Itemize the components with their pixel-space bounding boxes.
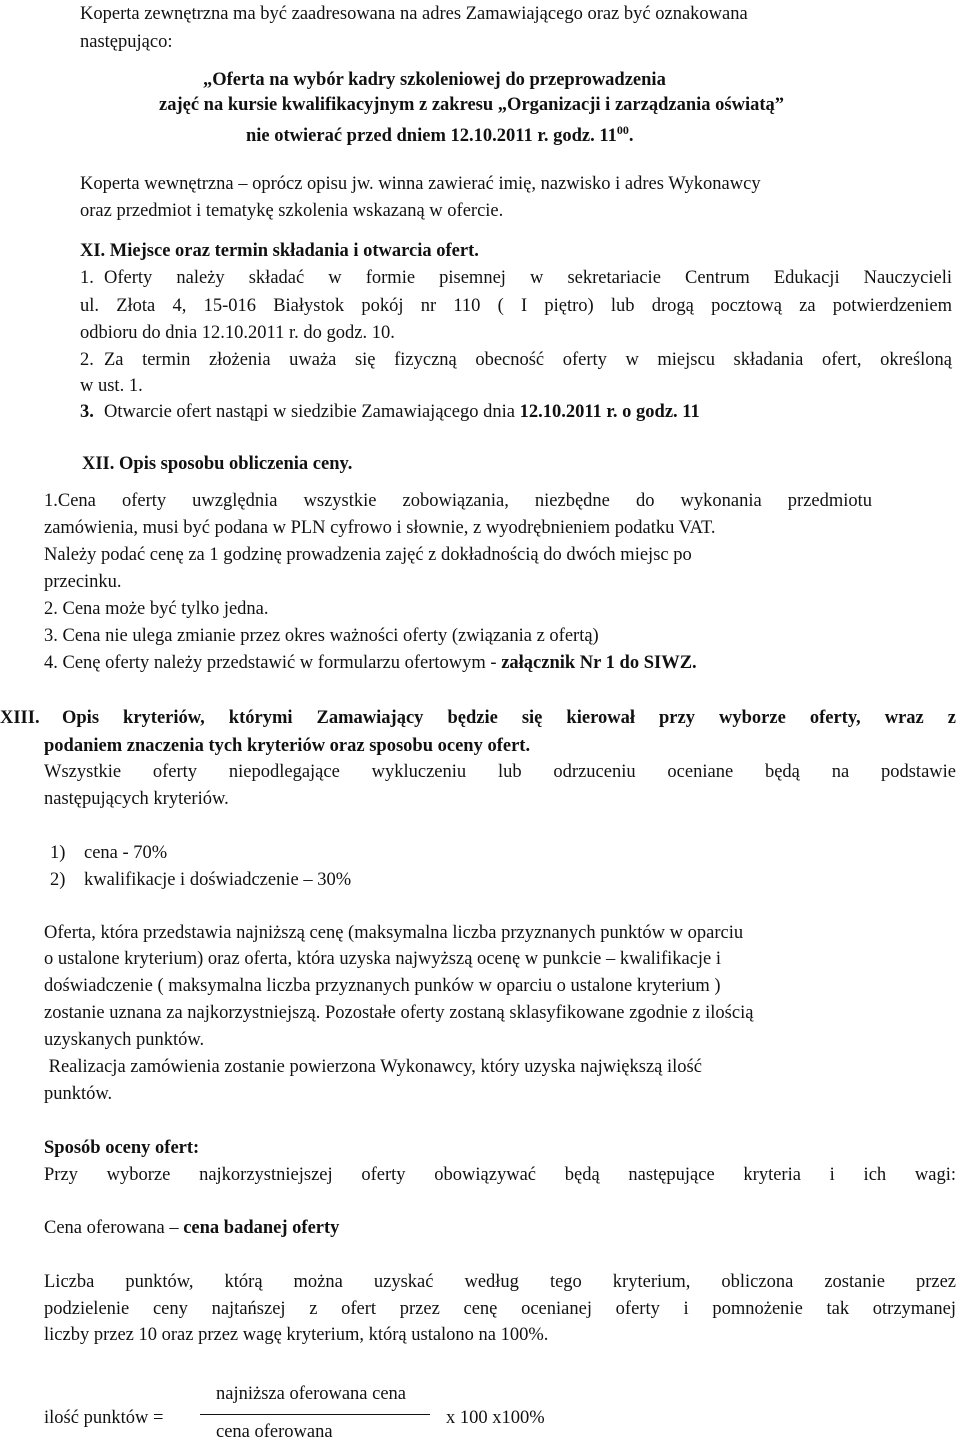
section-xi-p1-num: 1. (80, 268, 94, 288)
section-xi-p3-text: Otwarcie ofert nastąpi w siedzibie Zamawiającego dnia (104, 402, 520, 422)
formula-denominator: cena oferowana (216, 1422, 333, 1442)
envelope-inner-line-1: Koperta wewnętrzna – oprócz opisu jw. winna zawierać imię, nazwisko i adres Wykonawcy (80, 174, 761, 194)
section-xi-heading: XI. Miejsce oraz termin składania i otwarcia ofert. (80, 241, 479, 261)
section-xiii-heading-num: XIII. (0, 708, 40, 728)
section-xii-p4-text: 4. Cenę oferty należy przedstawić w formularzu ofertowym - (44, 653, 502, 673)
section-xii-p1-line-1: 1.Cena oferty uwzględnia wszystkie zobowiązania, niezbędne do wykonania przedmiotu (44, 491, 872, 511)
envelope-label-line-2: zajęć na kursie kwalifikacyjnym z zakresu „Organizacji i zarządzania oświatą” (159, 95, 784, 115)
section-xi-p3-num: 3. (80, 402, 94, 422)
price-definition (44, 1217, 339, 1239)
section-xiii-realizacja-line-2: punktów. (44, 1084, 113, 1104)
envelope-label-line-1: „Oferta na wybór kadry szkoleniowej do przeprowadzenia (203, 70, 666, 90)
formula-multiplier: x 100 x100% (446, 1408, 545, 1428)
section-xii-p1-line-2: zamówienia, musi być podana w PLN cyfrowo i słownie, z wyodrębnieniem podatku VAT. (44, 518, 716, 538)
price-definition-label: Cena oferowana – (44, 1218, 184, 1238)
envelope-intro-line-1: Koperta zewnętrzna ma być zaadresowana na adres Zamawiającego oraz być oznakowana (80, 4, 748, 24)
envelope-inner-line-2: oraz przedmiot i tematykę szkolenia wskazaną w ofercie. (80, 201, 504, 221)
section-xi-p3-line (104, 401, 700, 423)
section-xi-p1-line-1: Oferty należy składać w formie pisemnej w sekretariacie Centrum Edukacji Nauczycieli (104, 268, 952, 288)
section-xi-p3-bold: 12.10.2011 r. o godz. 11 (519, 402, 700, 422)
section-xiii-para-line-5: uzyskanych punktów. (44, 1030, 205, 1050)
section-xiii-intro-line-1: Wszystkie oferty niepodlegające wykluczeniu lub odrzuceniu oceniane będą na podstawie (44, 762, 956, 782)
section-xiii-para-line-1: Oferta, która przedstawia najniższą cenę (maksymalna liczba przyznanych punktów w oparciu (44, 923, 744, 943)
points-line-2: podzielenie ceny najtańszej z ofert przez cenę ocenianej oferty i pomnożenie tak otrzymanej (44, 1299, 956, 1319)
section-xii-p1-line-4: przecinku. (44, 572, 122, 592)
section-xi-p1-line-3: odbioru do dnia 12.10.2011 r. do godz. 10. (80, 323, 395, 343)
section-xi-p2-num: 2. (80, 350, 94, 370)
section-xii-p4 (44, 652, 697, 674)
envelope-label-line-3 (246, 119, 633, 147)
section-xiii-para-line-3: doświadczenie ( maksymalna liczba przyznanych punków w oparciu o ustalone kryterium ) (44, 976, 721, 996)
points-line-1: Liczba punktów, którą można uzyskać według tego kryterium, obliczona zostanie przez (44, 1272, 956, 1292)
section-xiii-heading-line-2: podaniem znaczenia tych kryteriów oraz sposobu oceny ofert. (44, 736, 531, 756)
points-line-3: liczby przez 10 oraz przez wagę kryterium, którą ustalono na 100%. (44, 1325, 549, 1345)
section-xiii-realizacja-line-1: Realizacja zamówienia zostanie powierzona Wykonawcy, który uzyska największą ilość (44, 1057, 702, 1077)
envelope-label-line-3-end: . (628, 126, 634, 147)
section-xiii-para-line-4: zostanie uznana za najkorzystniejszą. Pozostałe oferty zostaną sklasyfikowane zgodnie z ilością (44, 1003, 754, 1023)
criterion-1-num: 1) (50, 843, 66, 863)
price-definition-bold: cena badanej oferty (183, 1218, 340, 1238)
method-line-1: Przy wyborze najkorzystniejszej oferty obowiązywać będą następujące kryteria i ich wagi: (44, 1165, 956, 1185)
section-xiii-heading-line-1: Opis kryteriów, którymi Zamawiający będzie się kierował przy wyborze oferty, wraz z (62, 708, 956, 728)
envelope-label-line-3-sup: 00 (616, 123, 629, 137)
envelope-label-line-3-text: nie otwierać przed dniem 12.10.2011 r. godz. 11 (246, 126, 617, 147)
section-xii-heading: XII. Opis sposobu obliczenia ceny. (82, 454, 353, 474)
section-xii-p2: 2. Cena może być tylko jedna. (44, 599, 269, 619)
section-xi-p1-line-2: ul. Złota 4, 15-016 Białystok pokój nr 110 ( I piętro) lub drogą pocztową za potwierdzeniem (80, 296, 952, 316)
section-xii-p4-bold: załącznik Nr 1 do SIWZ. (501, 653, 697, 673)
formula-lhs: ilość punktów = (44, 1408, 164, 1428)
section-xii-p3: 3. Cena nie ulega zmianie przez okres ważności oferty (związania z ofertą) (44, 626, 599, 646)
criterion-2-text: kwalifikacje i doświadczenie – 30% (84, 870, 352, 890)
formula-numerator: najniższa oferowana cena (216, 1384, 407, 1404)
section-xiii-para-line-2: o ustalone kryterium) oraz oferta, która uzyska najwyższą ocenę w punkcie – kwalifikacje i (44, 949, 722, 969)
envelope-intro-line-2: następująco: (80, 32, 173, 52)
criterion-2-num: 2) (50, 870, 66, 890)
section-xii-p1-line-3: Należy podać cenę za 1 godzinę prowadzenia zajęć z dokładnością do dwóch miejsc po (44, 545, 692, 565)
section-xiii-intro-line-2: następujących kryteriów. (44, 789, 229, 809)
method-heading: Sposób oceny ofert: (44, 1138, 200, 1158)
section-xi-p2-line-2: w ust. 1. (80, 376, 143, 396)
section-xi-p2-line-1: Za termin złożenia uważa się fizyczną obecność oferty w miejscu składania ofert, określoną (104, 350, 952, 370)
criterion-1-text: cena - 70% (84, 843, 168, 863)
formula-fraction-bar (200, 1414, 430, 1415)
